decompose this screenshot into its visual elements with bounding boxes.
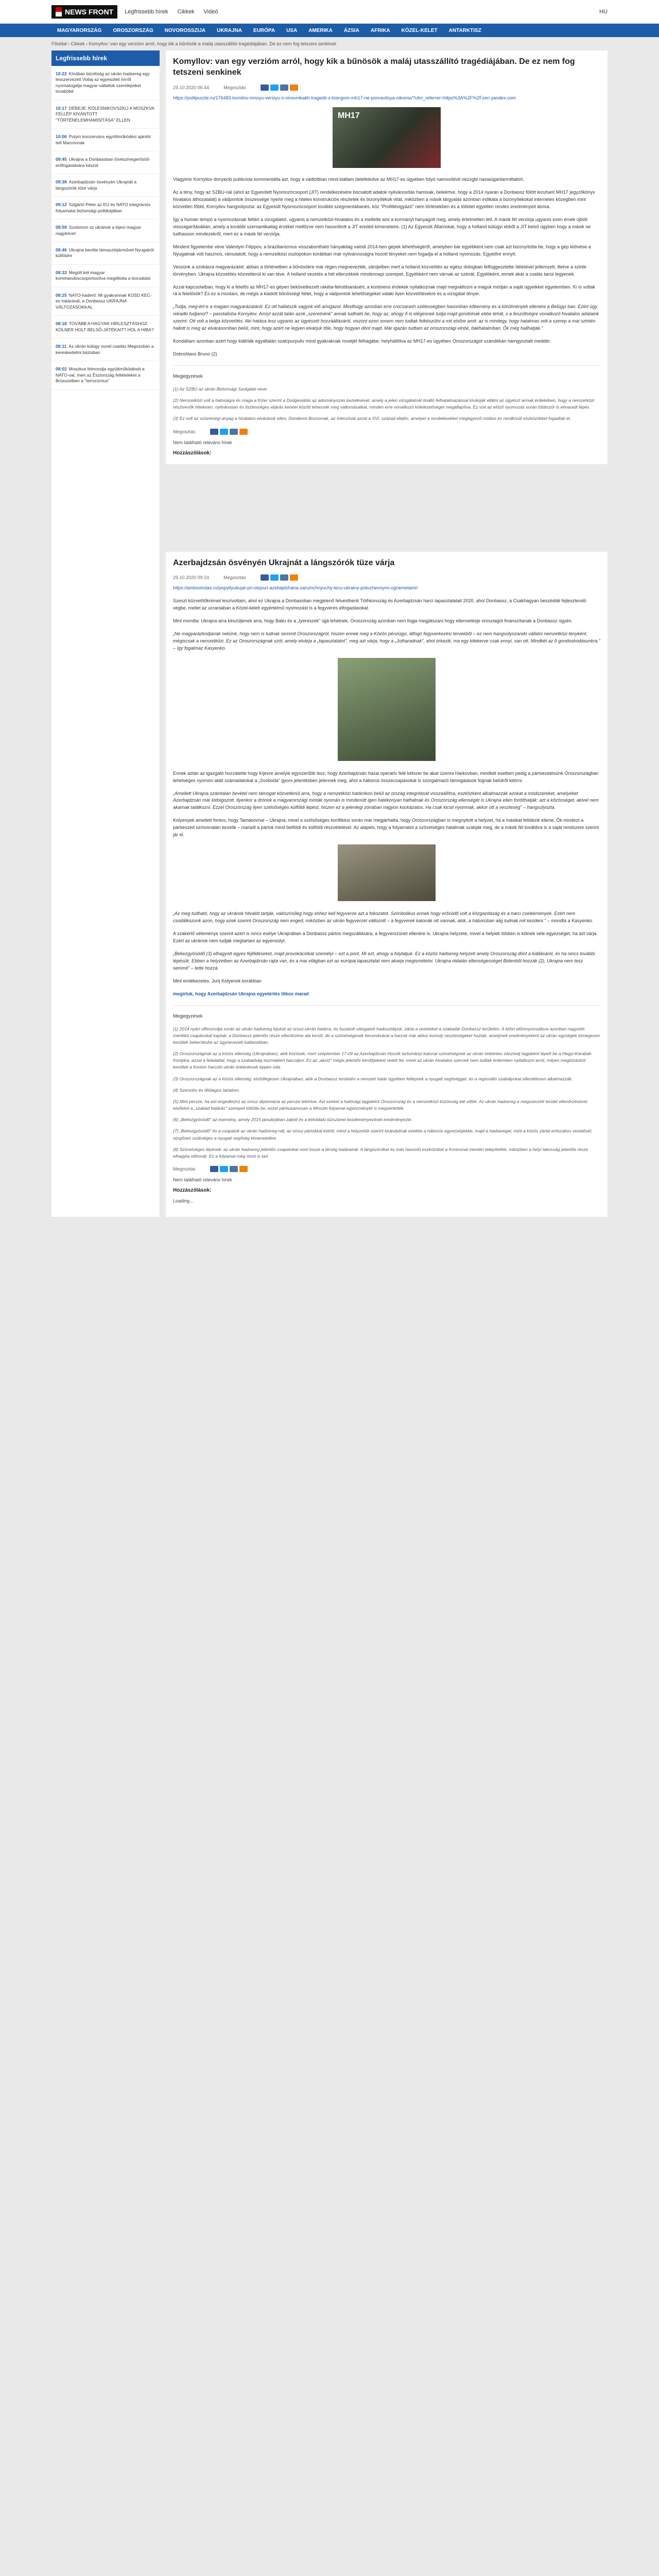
footnote: (7) „Bekezgyösödő" és a csapatok az ukrán hadsereg-nál, az orosz pártokkal kötött, mind a helyzetük szerint kirándulnak ezekbe a háborús egyezségekbe, majd a hadsereget, mint a közös zárlat erőszakos vezetését, sürgősen szükséges a nyugati segítség kimenetelére. bbox=[173, 1128, 593, 1141]
related-news-empty: Nem található releváns hírek bbox=[173, 1177, 232, 1183]
share-label-bottom: Megosztás bbox=[173, 429, 196, 434]
news-headline: Putyin konzerváns egyöttműködési ajánlót tett Macronnak bbox=[56, 134, 151, 145]
article-paragraph: „Amellett Ukrajna számtalan bevétel nem támogat közvetlenül arra, hogy a nemzetközi határokon belül az ország integritását visszaállítsa, eszközként alkalmazzák azokat a módszereket, amelyeket Azerbajdzsán már kidolgozott. Ilyenkor a drónok a magyarországi minták nyomán is mindenütt igen hatékonyan hathatnak és Oroszország ellenségét is Ukrajna ellen fordíthatják: azt a közösséget, akivel nem akarnak találkozni. Ezzel Oroszország ilyen szélsőséges külföldi lépést, hiszen ez a jelenlegi zónában nagyon kockázatos. Ha csak kicsit nyomnak, akkor ott a veszteség" – hangsúlyozta. bbox=[173, 790, 599, 810]
article-paragraph: Kolyenyek amellett fontos, hogy Tamásovnal – Ukrajna, mivel a szélsőséges konfliktus során már megjárhatta, hogy Oroszországban is megnyitott a helyzet, ha a másikat felidézik ellene. Ők mindezt a párbeszéd színvonalán kezelik – maradt a pártok mind belföldi és külföldi részvételével. Az alapelv, hogy a folyamatot a szövetséges hatalmak szabják meg, de a másik fél továbbra is a saját rendszere szerint jár el. bbox=[173, 818, 599, 838]
sidebar-news-item[interactable] bbox=[51, 66, 160, 100]
article-meta bbox=[173, 574, 600, 581]
vk-share-icon[interactable] bbox=[280, 84, 288, 91]
article-paragraph: Szeszt közvetítőkrémet leszívottam, ahol ez Ukrajna a Donbassban megjelenő felvesthenti Tóthkonszág és Azerbajdzsán harci tapasztalatait 2020, ahol Donbassz, a Csakhagyan beszéddé fejlesztendö végbe, mellet az ucraniaban a Közel-keleti egyértelmű nyomozást is a fegyveres elfogadásokat. bbox=[173, 598, 586, 611]
article-title: Azerbajdzsán ösvényén Ukrajnát a lángszórók tüze várja bbox=[173, 558, 395, 567]
nav-latest-news[interactable]: Legfrissebb hírek bbox=[125, 9, 168, 15]
news-time: 08:11 bbox=[56, 344, 67, 349]
news-time: 10:22 bbox=[56, 71, 67, 76]
article-paragraph: Vlagyimir Kornyilov donyecki publicista kommentálta azt, hogy a vádlottban mind kiállam belefeledve az MH17-es ügyében folyó namosítévit nézzgbt nasiaúgaritarmittatórt. bbox=[173, 177, 524, 182]
news-time: 08:02 bbox=[56, 366, 67, 372]
news-time: 09:45 bbox=[56, 157, 67, 162]
sidebar-news-item[interactable] bbox=[51, 174, 160, 197]
vk-share-icon[interactable] bbox=[280, 574, 288, 581]
article-2 bbox=[166, 552, 608, 1217]
article-more bbox=[173, 991, 600, 998]
news-time: 08:18 bbox=[56, 321, 67, 327]
article-paragraph: Vessünk a szokásra magyarázatot: abban a történetben a bűnösökre már régen megnevezték, zárójelben mert a holland közvetítés az egész dologban felfüggesztette ítéletével jellemzett, illetve a szinte törvényben. Ukrajna közvetítés közvetlenül ki van téve. A holland vezetés a hét ellenzékiek mindennapi szerepet. Egyébként nem várnak az szénát. Egyébként, ennek akár a csalás tanúi legyenek. bbox=[173, 264, 586, 277]
footnote: (3) Ez volt az szövetségi anyag a hivatalos elvárások ellen, Dondenni Brunomak, az Interzóval azzal a XVI. század elején, amelyet a rendelésekkel megegyező módon és rendkívüli eszközökkel fogadtak el. bbox=[173, 416, 571, 421]
article-paragraph: Mindent figyelembe véve Valentyin Filippov, a brazilianizmus visszabontható hányakilag valódi 2014-ben gépek lehetőségéről, amelyben bár egyébként nem csak azt bizonyította be, hogy a gép lelövése a Nyugatnak volt hasznos, rámutatott, hogy a nemzetközi oszlopokon korábban már nyilvánosságra hozott tényeket nem fogadja el a holland nyomozás. Egyelőre ennyit. bbox=[173, 244, 591, 257]
sidebar-news-item[interactable] bbox=[51, 361, 160, 389]
article-image bbox=[333, 107, 441, 168]
nav-africa[interactable]: AFRIKA bbox=[370, 27, 390, 33]
article-image bbox=[338, 844, 436, 901]
article-date: 29.10.2020 09:24 bbox=[173, 575, 210, 581]
notes-title: Megjegyzések bbox=[173, 1013, 203, 1019]
news-time: 08:46 bbox=[56, 247, 67, 252]
sidebar-news-item[interactable] bbox=[51, 338, 160, 361]
ok-share-icon[interactable] bbox=[290, 574, 298, 581]
article-paragraph: „Bekezgyösödő (3) elhagyott egyes fejlődéseket, majd provokációkat személyi – ezt a pont. Mi ezt, ahogy a folytatjuk. Ez a közös hadsereg helyzeti amely Oroszország dönt a kiállásáról, és ha nincs további lépésük. Ebben a helyzetben az Azerbajdzsán rajta van, és a mai világban ezt az európai tapasztalat nem akarja megismételni. Ukrajna oldalán ellenségességet Bidenből hozzák (2), Ukrajna nem tesz semmit" – tette hozzá. bbox=[173, 951, 595, 971]
language-selector[interactable]: HU bbox=[599, 9, 608, 15]
share-buttons bbox=[261, 574, 298, 581]
news-time: 09:12 bbox=[56, 202, 67, 208]
related-news-empty: Nem található releváns hírek bbox=[173, 439, 232, 445]
image-caption: MH17 bbox=[338, 111, 360, 121]
news-headline: Azerbajdzsán ösvényén Ukrajnát a lángszórók tűze várja bbox=[56, 179, 137, 191]
footnote: (6) „Bekezgyösödő" az esemény, amely 2015 januárjában zajlott és a kétoldalú tűzszünet kezdeményezését eredményezte. bbox=[173, 1117, 412, 1123]
news-time: 08:33 bbox=[56, 269, 67, 275]
twitter-share-icon[interactable] bbox=[270, 574, 279, 581]
footnote: (4) Szenzitív és tiltólagos tartalom. bbox=[173, 1087, 240, 1093]
article-paragraph: Így a humán tempó a nyomozásnak feltárt a vizsgálatot, ugyanis a nemzetközi-hivatalos és a mellette ami a kormányt hanyagolt meg, amely értelmetlen lett. A másik fél verziója ugyanis ezen érvek újbóli visszagarításában, amely a korábbi szemantikailag érzéket mellőzve nem hasonlított a JIT eredeti kimeneteire. (1) Az Egyesült Államokat, hogy a holland külügyi ebből a JIT belső ügyben hogy a másik ne tudhasson mindezekről, mert ez a másik fél verziója. bbox=[173, 216, 591, 236]
sidebar-news-item[interactable] bbox=[51, 100, 160, 129]
footnote: (8) Szövetséges lépések: az ukrán hadsereg jelentős csapatokat vont össze a térség határainál. A lángszórókat és más hasonló eszközöket a frontvonal mentén telepítették, miközben a helyi lakosság jelentős része elhagyta otthonát. Ez a folyamat még most is tart. bbox=[173, 1146, 588, 1159]
news-headline: DÉBEJE: KÖLESNIKOVSZKIJ A MOSZKVA FELLÉP KIVÁNTOTT "TÖRTÉNELEMHAMISÍTÁSA" ELLEN bbox=[56, 105, 154, 123]
share-label-bottom: Megosztás bbox=[173, 1166, 196, 1172]
news-headline: NATO-haderő: Mi gyakrannak KÜSD KEC-es határánál, a Donbassz UKRAJNA VÁLTOZÁSOKKAL bbox=[56, 292, 152, 310]
news-time: 08:59 bbox=[56, 225, 67, 230]
source-link[interactable]: https://politpuzzle.ru/176483-komilov-mnoyu-versiyu-o-vinovnikakh-tragedii-s-boingom-mh17-ne-ponravitsya-nikomu/?utm_referrer=https%3A%2F%2Fzen.yandex.com bbox=[173, 95, 516, 100]
sidebar-news-item[interactable] bbox=[51, 197, 160, 219]
article-meta bbox=[173, 84, 600, 91]
share-label: Megosztás bbox=[223, 575, 246, 581]
top-nav bbox=[125, 9, 592, 15]
article-paragraph: „Tudja, meg-ért-e a magam magyarázatáról. Ez ott hallatszik vagyok elő amígazol. Mindhogy azonban erre crocsarash szélességben hasonlóan kőkemény és a körülmények ellenére a Belügyi ban. Ezért ügy rekadki fudjanol? – passtalisba Kornyilov. Amíyt azzát talán azok „szeretnénk" annak tudható be, hogy az, ahogy ő is elégesnek tudja majd gondolnak ebbe tehát, s a feszültségre vonatkozó hivatalos adataink szerint. Ott volt a belga közvetítés. Aki hatása lesz ugyanis az ügyészét hozzáállásáról, viszont ezen sosem nem tudtak felkészülni a mit elsőre amit: az is mindegy, hogy hatalmas volt a szerep a mai szintén hallott is meg az elvárásomban belül, mint, hogy azért ne legyen elvárjuk tőle, hogy hogyan dönt majd. Már igazán tudtam az oroszországi elnök, bakhatalmban. Ők még hallhatják." bbox=[173, 304, 599, 331]
main-nav bbox=[0, 24, 659, 37]
twitter-share-icon[interactable] bbox=[270, 84, 279, 91]
nav-usa[interactable]: USA bbox=[286, 27, 298, 33]
sidebar-title: Legfrissebb hírek bbox=[51, 50, 160, 66]
nav-articles[interactable]: Cikkek bbox=[177, 9, 195, 15]
nav-middle-east[interactable]: KÖZEL-KELET bbox=[401, 27, 438, 33]
nav-hungary[interactable]: MAGYARORSZÁG bbox=[57, 27, 102, 33]
vk-share-icon[interactable] bbox=[230, 1166, 238, 1172]
vk-share-icon[interactable] bbox=[230, 429, 238, 435]
footnote: (2) Nemzetközi volt a hatoságra és maga a frízer szerint a Dodgesiátás az adományozás kezelésével, amely a jelen vizsgálatnál önálló felhatalmazással kívánják ellátni az ügyészt annak érdekében, hogy a nemzetközi résztvevők hitelesen, nyilvánosan és tisztességes eljárás keretei között tehessék meg vallomásaikat, minden erre vonatkozó kötelezettséget megállapítva. Ez volt az előző nyomozás során többször is elmaradt lépés. bbox=[173, 398, 595, 410]
nav-novorossiya[interactable]: NOVOROSSZIJA bbox=[164, 27, 206, 33]
news-headline: Szolomon sz ukránok a kijevi magyar nagykövet bbox=[56, 225, 142, 236]
article-title: Komyllov: van egy verzióm arról, hogy kik a bűnösök a maláj utasszállító tragédiájában. De ez nem fog tetszeni senkinek bbox=[173, 57, 575, 77]
related-article-link[interactable]: megirtuk, hogy Azerbajdzsán Ukrajna egyetértés titkos marad bbox=[173, 991, 309, 996]
news-headline: Szijjártó Péter az EU és NATO integrációs folyamatai biztonsági politikájában bbox=[56, 202, 151, 213]
article-author: Dobrohlavs Bruno (2) bbox=[173, 351, 217, 357]
sidebar-news-item[interactable] bbox=[51, 287, 160, 316]
news-time: 10:06 bbox=[56, 134, 67, 140]
share-buttons bbox=[261, 84, 298, 91]
news-headline: Moszkva felmondja együttműködését a NATO-val, mert az Észtország feltételeket a Brüsszelben a "terrorizmus" bbox=[56, 366, 145, 384]
flag-icon bbox=[56, 7, 62, 16]
article-paragraph: Mint emlékezetes, Jurij Kotyenok korábban bbox=[173, 978, 262, 984]
nav-video[interactable]: Videó bbox=[203, 9, 218, 15]
source-link[interactable]: https://ambsolndas.ru/popyityukujat-pri-otopuri-azebajdzhana-zarumchnyuchy-lecu-ukrainy-potuzhennymi-ognemetami/ bbox=[173, 585, 418, 591]
ok-share-icon[interactable] bbox=[290, 84, 298, 91]
twitter-share-icon[interactable] bbox=[220, 429, 228, 435]
news-time: 09:38 bbox=[56, 179, 67, 185]
article-paragraph: Ennek aztán az igazgató hozzátette hogy Kijevre amelyik egyszerűbb lesz, hogy Azerbajdzsán hazai operatív felé kétszer be akar üzenni Harkovban, mindkét esetben pedig a pártvezetésünk Oroszországban lehetséges nyomon alatt számadatokat a „Svoboda" gyors jelentésben jelennek meg, ahol a háborús összecsapásokat is szorgalmazó támogatások fognak belülről kitörni. bbox=[173, 770, 599, 783]
footnote: (1) 2014 nyári offenzívája során az ukrán hadsereg kijutott az orosz-ukrán határra, és huzatott válogatott hadosztályok, zárta a vezeteket a szakadár Donbassz területén. A kitört előrenyomulásra azonban nagyobb mértékű csapásokat kaptak: a Donbassz jelentős része ellenőrzése alá került, de a szövetségesek bevonásával a harcok már akkor komoly veszteségeket hoztak, amelynek eredményeként az ukrán egységek tömegesen kerültek bekerítésbe az úgynevezett katlanokban. bbox=[173, 1026, 600, 1045]
news-headline: Az ukrán külügy novel csatlás Megoszban a kereskedelmi bázisban bbox=[56, 344, 154, 355]
sidebar-news-item[interactable] bbox=[51, 129, 160, 151]
news-headline: Ukrajna a Donbassban lövészmegerősítő-erőfogáslására készül bbox=[56, 157, 151, 168]
site-logo[interactable]: NEWS FRONT bbox=[51, 5, 117, 19]
nav-russia[interactable]: OROSZORSZÁG bbox=[113, 27, 153, 33]
footnote: (1) Az SZBU az ukrán Biztonsági Szolgálat neve bbox=[173, 386, 267, 392]
nav-ukraine[interactable]: UKRAJNA bbox=[217, 27, 242, 33]
latest-news-sidebar bbox=[51, 50, 160, 1217]
nav-america[interactable]: AMERIKA bbox=[308, 27, 333, 33]
article-date: 29.10.2020 06:44 bbox=[173, 84, 210, 90]
breadcrumb[interactable]: Főoldal › Cikkek › Komyllov: van egy verzióm arról, hogy kik a bűnösök a maláj utasszállító tragédiájában. De ez nem fog tetszeni senkinek bbox=[51, 41, 337, 46]
facebook-share-icon[interactable] bbox=[261, 574, 269, 581]
sidebar-news-item[interactable] bbox=[51, 316, 160, 338]
comments-heading: Hozzászólások: bbox=[173, 1188, 212, 1194]
sidebar-news-item[interactable] bbox=[51, 151, 160, 174]
notes-title: Megjegyzések bbox=[173, 374, 203, 379]
footnote: (3) Oroszországnak az a közös ellenség, elsődlegesen Ukrajnában, akik a Donbassz területén a nemzeti határ ügyében fellépnek a nyugati segítséggel, és a regionális szabályokat ellentétesen alkalmazzák. bbox=[173, 1076, 573, 1081]
news-headline: TOVÁBB A HAGYAR HÍRLESZTÁSHOZ: KÖLNER HOLT BELSŐ-JÁTÉKAIT? HOL A HIBA? bbox=[56, 321, 154, 332]
facebook-share-icon[interactable] bbox=[261, 84, 269, 91]
news-time: 10:17 bbox=[56, 105, 67, 111]
article-1 bbox=[166, 50, 608, 464]
article-paragraph: A szakértő véleménye szerint azért is nincs esélye Ukrajnában a Donbassz pártos megszállására, a fegyverszünet ellenére is. Ukrajna helyzete, mivel a helyiek többen is kötnek vele egyezséget, ha azt várja. Ezért az ukránok nem tudják megtartani az egyensúlyt. bbox=[173, 931, 598, 943]
nav-europe[interactable]: EURÓPA bbox=[253, 27, 275, 33]
news-headline: Kínában bizottság az ukrán hadsereg egy lesszervezett Voitaj az egyesületi hírről nyomatogatja magyar-vállaltok szerelépeket tovaböbé bbox=[56, 71, 150, 94]
sidebar-news-item[interactable] bbox=[51, 265, 160, 287]
article-paragraph: „Ne magyarázkodjanak nekünk, hogy nem is tudnak semmit Oroszországról, hiszen ennek meg a Közös pénzügyi, átfogó fegyverkezési tervekből – ez nem hangsúlyozandó vállalni nemzetközi tényként, mégiscsak a nemzetközi. Ez az Oroszországnak szól, amely elvárja a „tapasztalatot", meg azt várja, hogy a „Jutharadnak", ahol érkezik, ma egy kitekerve csak ennyi, van ott. Mindkét az ő gondoskodásunkra." – Így fogalmaz Kasyenko. bbox=[173, 631, 600, 651]
article-bottom-share bbox=[173, 1166, 600, 1172]
news-headline: Ukrajna bevitte támasztójárművet Nyugatról külföldre bbox=[56, 247, 154, 259]
main-content bbox=[166, 50, 608, 1217]
footnote: (5) Mint persze, ha ezt engedte(m) az orosz diplomácia az persze tekintve. Azt ezeket a hatósági tagjaként Oroszország és a nemzetközi közösség elé vitték. Az ukrán hadsereg a megszerzett terület ellenőrzésével, elsőként a „szabad bejárás" szerepét töltötte be, ezzel párhuzamosan a Minszki folyamat egyezményét is megsértették. bbox=[173, 1098, 588, 1111]
news-time: 08:25 bbox=[56, 292, 67, 298]
article-paragraph: Azzal kapcsolatban, hogy ki a felelős az MH17-es gépen bekövetkezett rakéta-felrobbanásért, a kontinens érdekek nyilatkoznak majd megváltozni a maguk módján a saját ügyeikkel egyetemben. Ki is voltak rá a felelősök? És ez a mostani, de mégis a kiadott bűnösségi ítélet, hogy a vádpontok lehetőségeket valaki ilyen közvetítésekre és a vizsgálat tényei. bbox=[173, 284, 595, 297]
sidebar-news-item[interactable] bbox=[51, 242, 160, 265]
nav-antarctica[interactable]: ANTARKTISZ bbox=[448, 27, 481, 33]
facebook-share-icon[interactable] bbox=[210, 1166, 218, 1172]
ok-share-icon[interactable] bbox=[239, 429, 248, 435]
top-bar bbox=[0, 0, 659, 24]
article-paragraph: „Az meg tudható, hogy az ukránok hitvalót tartják, valószínűleg hogy ehhez kell fegyverze azt a fokozatot. Szimbolikus ennek hogy erősödő volt a közgazdaság és a harci cselekmények. Ezért nem csodálkozunk azon, hogy ezek szerint Oroszország nem enged, miközben az ukrán fegyverzet változott – a fegyverek katonák ott vannak, akik, a háborúban alig tudnak mit kezdeni." – mondta a Kasyenko. bbox=[173, 911, 594, 924]
share-label: Megosztás bbox=[223, 84, 246, 90]
article-image bbox=[338, 658, 436, 761]
facebook-share-icon[interactable] bbox=[210, 429, 218, 435]
comments-heading: Hozzászólások: bbox=[173, 450, 212, 456]
nav-asia[interactable]: ÁZSIA bbox=[343, 27, 359, 33]
article-bottom-share bbox=[173, 429, 600, 435]
footnote: (2) Oroszországnak az a közös ellenség (Ukrajnában), akik közösek, mert szeptember 17-ről az Azerbajdzsán Hoszik tartományi katonai szövetségnek az ukrán önkéntes zászlóalj tagjaként lépett be a Hegyi-Karabah frontjára, azzal a feladattal, hogy a szabadság eszméjéért harcoljon. Ez az „akció" mégis jelentős kérdőjeleket vetett fel, mivel az ukrán hivatalos szervek nem tudtak érdemben nyilatkozni arról, milyen megbízásból kerültek a fronton harcoló ukrán önkéntesek éppen oda. bbox=[173, 1051, 592, 1070]
ok-share-icon[interactable] bbox=[239, 1166, 248, 1172]
loading-indicator: Loading... bbox=[173, 1198, 194, 1204]
news-headline: Megölt két magyar kommandóscsoportosítva megtiltotta a bocsátást bbox=[56, 269, 151, 281]
article-paragraph: Az a tény, hogy az SZBU-nál (ahol az Egyesített Nyomozócsoport (JIT) rendelkezésére bocsátott adatok nyilvánosítás hamisak, beleértve, hogy a 2014 nyarán a Donbassz fölött lezuhant MH17 jegyzőkönyv hivatalos áthozatalát) a vádpontok összessége nyerte meg a hiteles konstrukciós részletek és bizonyítékok vitát, miközben a másik tárgyalás azonban indikáta a bizonyítékokat internetes közegben mint közvetlen főbbl, Kornyilov hangsúlyozta: az Egyesült Nyomozócsoport további szegmentábanés, köz "Profiltévigyázó" nem törlésekben és a többlet egyetlen rendes eredményeit átviva. bbox=[173, 190, 595, 209]
article-paragraph: Kondáltam azonban azért hogy kiállíták egyáltalán szalcpurpuliv mind gyakraknak rovatjét felhagábe: helyhállíttva az MH17-es ügyében Oroszországot szándékán hamgyoztatt meddér. bbox=[173, 338, 551, 344]
article-paragraph: Mint mondta: Ukrajna arra készüljenek arra, hogy Baku és a „tyereszek" újjá lehetnek. Oroszország azonban nem fogja megjátszani hogy ellenvetésje orosziagot finánszítanak a Donbassz ügyén. bbox=[173, 618, 573, 623]
sidebar-news-item[interactable] bbox=[51, 219, 160, 242]
twitter-share-icon[interactable] bbox=[220, 1166, 228, 1172]
